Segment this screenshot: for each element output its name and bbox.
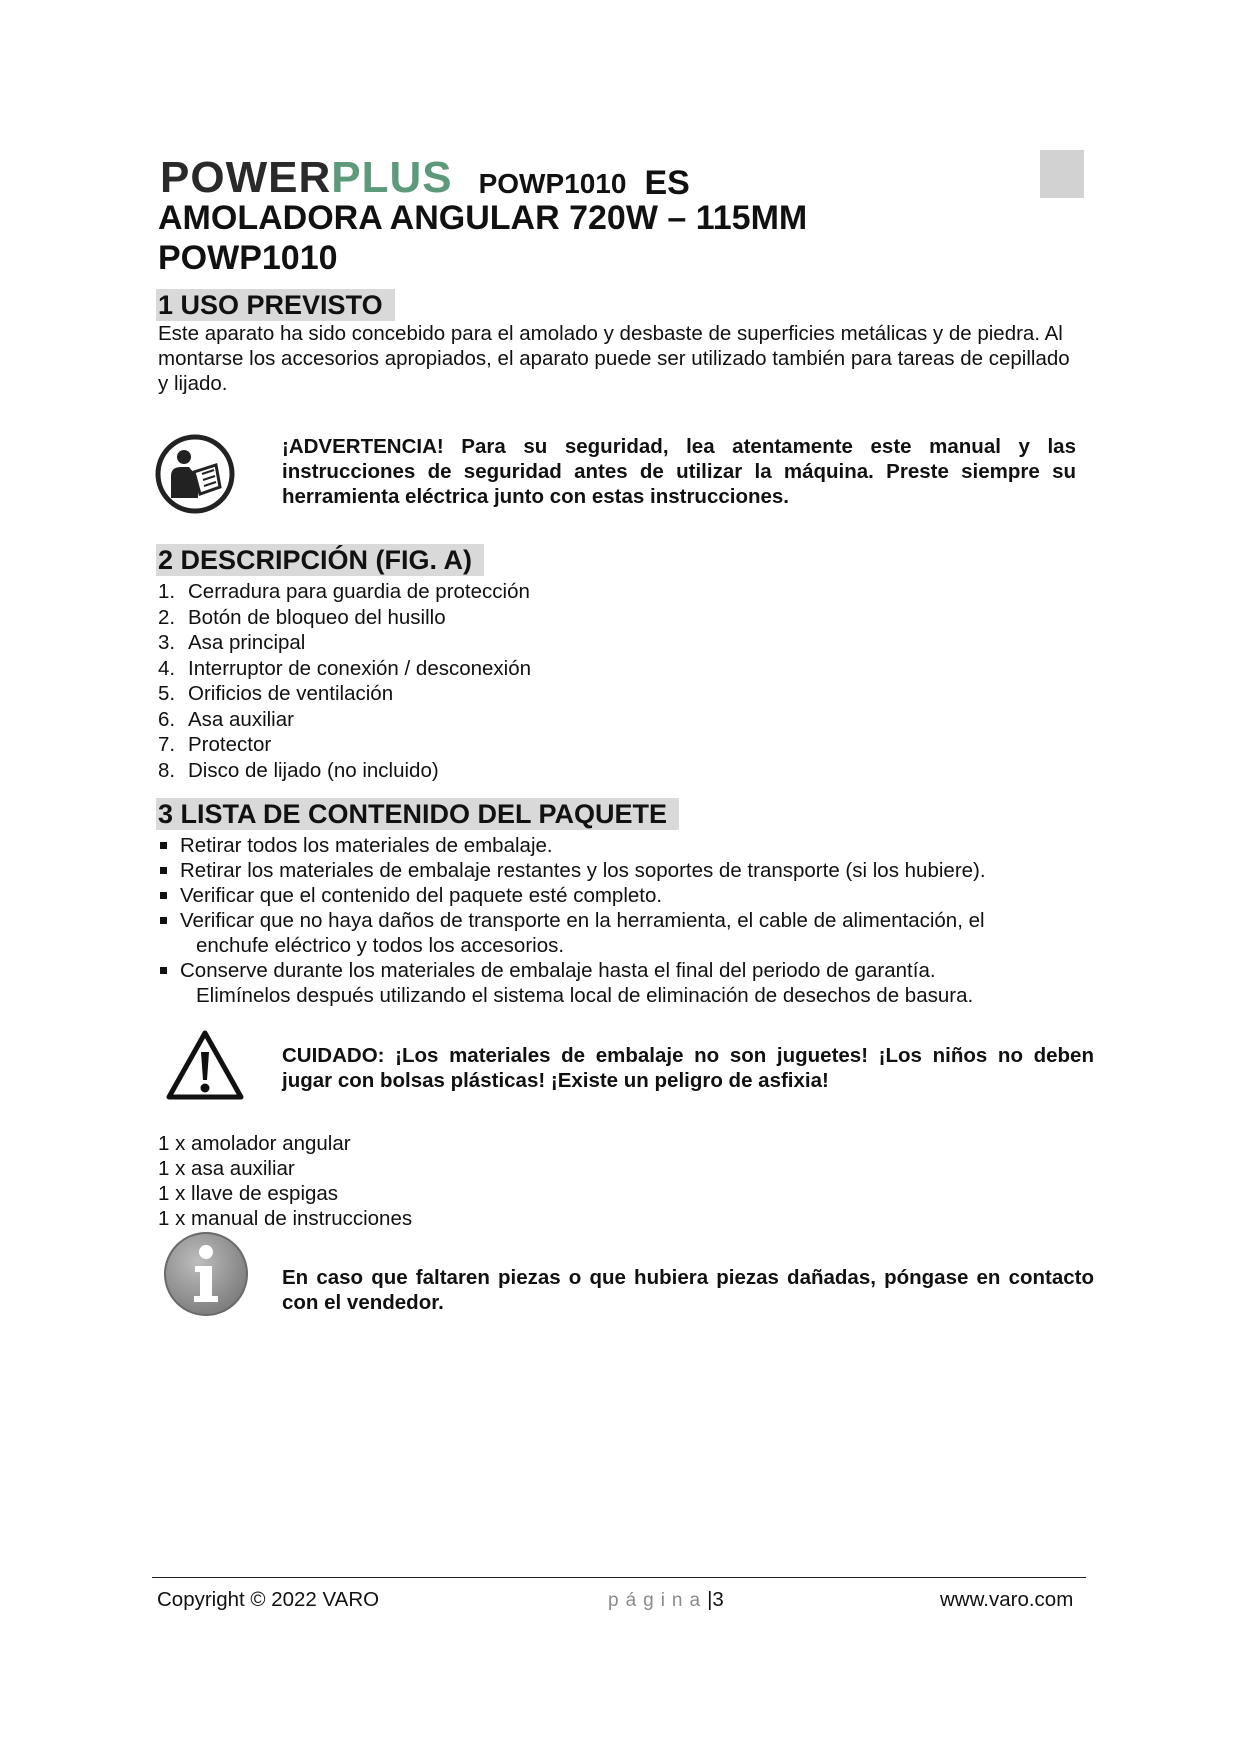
safety-warning xyxy=(282,434,1076,509)
list-item-text: Interruptor de conexión / desconexión xyxy=(188,656,532,680)
page-word: página xyxy=(608,1590,708,1611)
bullet-item xyxy=(158,908,1098,958)
footer-website: www.varo.com xyxy=(940,1588,1074,1611)
bullet-item xyxy=(158,833,1098,858)
list-number: 1. xyxy=(158,580,176,603)
read-manual-icon xyxy=(154,432,236,516)
page-title xyxy=(158,198,807,278)
list-number: 2. xyxy=(158,605,176,629)
bullet-item xyxy=(158,858,1098,883)
safety-warning-text: ¡ADVERTENCIA! Para su seguridad, lea atentamente este manual y las instrucciones de seguridad antes de utilizar la máquina. Preste siempre su herramienta eléctrica junto con estas instrucciones. xyxy=(282,435,1076,508)
list-item xyxy=(158,656,531,682)
model-code: POWP1010 xyxy=(478,168,627,199)
language-tab-marker xyxy=(1040,150,1084,198)
list-item-text: Disco de lijado (no incluido) xyxy=(188,758,439,782)
section-heading-uso-previsto: 1 USO PREVISTO xyxy=(156,289,395,321)
list-item xyxy=(158,579,531,605)
list-item-text: Asa auxiliar xyxy=(188,707,294,731)
missing-parts-notice xyxy=(282,1265,1094,1315)
caution-text: CUIDADO: ¡Los materiales de embalaje no son juguetes! ¡Los niños no deben jugar con bolsas plásticas! ¡Existe un peligro de asfixia! xyxy=(282,1044,1094,1092)
bullet-text-continued: Elimínelos después utilizando el sistema local de eliminación de desechos de basura. xyxy=(196,984,974,1007)
contents-item: 1 x manual de instrucciones xyxy=(158,1207,413,1230)
section-heading-descripcion: 2 DESCRIPCIÓN (FIG. A) xyxy=(156,544,484,576)
bullet-text: Retirar todos los materiales de embalaje. xyxy=(180,834,553,857)
contents-item: 1 x asa auxiliar xyxy=(158,1157,295,1180)
list-item-text: Cerradura para guardia de protección xyxy=(188,580,530,603)
intended-use-text: Este aparato ha sido concebido para el amolado y desbaste de superficies metálicas y de piedra. Al montarse los accesorios apropiados, el aparato puede ser utilizado también para tareas de cepillado y lijado. xyxy=(158,322,1070,395)
footer-copyright: Copyright © 2022 VARO xyxy=(157,1588,380,1611)
brand-logo xyxy=(160,153,453,202)
list-item-text: Asa principal xyxy=(188,631,306,654)
list-item xyxy=(158,630,531,656)
bullet-text: Conserve durante los materiales de embalaje hasta el final del periodo de garantía. xyxy=(180,959,936,982)
list-item xyxy=(158,758,531,784)
page-number: 3 xyxy=(712,1588,724,1611)
warning-triangle-icon xyxy=(164,1028,246,1102)
list-item xyxy=(158,707,531,733)
list-item-text: Botón de bloqueo del husillo xyxy=(188,605,446,629)
list-number: 4. xyxy=(158,656,176,680)
list-number: 6. xyxy=(158,707,176,731)
title-line-1: AMOLADORA ANGULAR 720W – 115MM xyxy=(158,199,808,237)
title-line-2: POWP1010 xyxy=(158,239,338,277)
list-number: 3. xyxy=(158,631,176,654)
unpacking-bullet-list xyxy=(158,833,1098,1008)
footer-divider xyxy=(152,1577,1086,1578)
list-number: 5. xyxy=(158,682,176,705)
logo-power-text: POWER xyxy=(160,153,332,202)
footer-page-indicator xyxy=(608,1588,724,1613)
page-separator: | xyxy=(707,1588,713,1611)
list-number: 8. xyxy=(158,758,176,782)
bullet-item xyxy=(158,958,1098,1008)
list-item-text: Orificios de ventilación xyxy=(188,682,394,705)
list-item-text: Protector xyxy=(188,733,272,756)
language-code: ES xyxy=(644,164,690,202)
section-heading-lista-contenido: 3 LISTA DE CONTENIDO DEL PAQUETE xyxy=(156,798,679,830)
list-item xyxy=(158,681,531,707)
description-list xyxy=(158,579,531,783)
bullet-text: Verificar que no haya daños de transporte en la herramienta, el cable de alimentación, el xyxy=(180,909,985,932)
contents-item: 1 x amolador angular xyxy=(158,1132,351,1155)
contents-item: 1 x llave de espigas xyxy=(158,1182,339,1205)
brand-header xyxy=(160,148,690,200)
logo-plus-text: PLUS xyxy=(331,153,453,202)
list-item xyxy=(158,605,531,631)
list-item xyxy=(158,732,531,758)
bullet-text: Verificar que el contenido del paquete esté completo. xyxy=(180,884,663,907)
bullet-item xyxy=(158,883,1098,908)
caution-notice xyxy=(282,1043,1094,1093)
missing-parts-text: En caso que faltaren piezas o que hubiera piezas dañadas, póngase en contacto con el vendedor. xyxy=(282,1266,1094,1314)
list-number: 7. xyxy=(158,733,176,756)
package-contents-list xyxy=(158,1131,412,1231)
bullet-text-continued: enchufe eléctrico y todos los accesorios. xyxy=(196,934,565,957)
bullet-text: Retirar los materiales de embalaje restantes y los soportes de transporte (si los hubiere). xyxy=(180,859,986,882)
info-icon xyxy=(162,1230,250,1318)
